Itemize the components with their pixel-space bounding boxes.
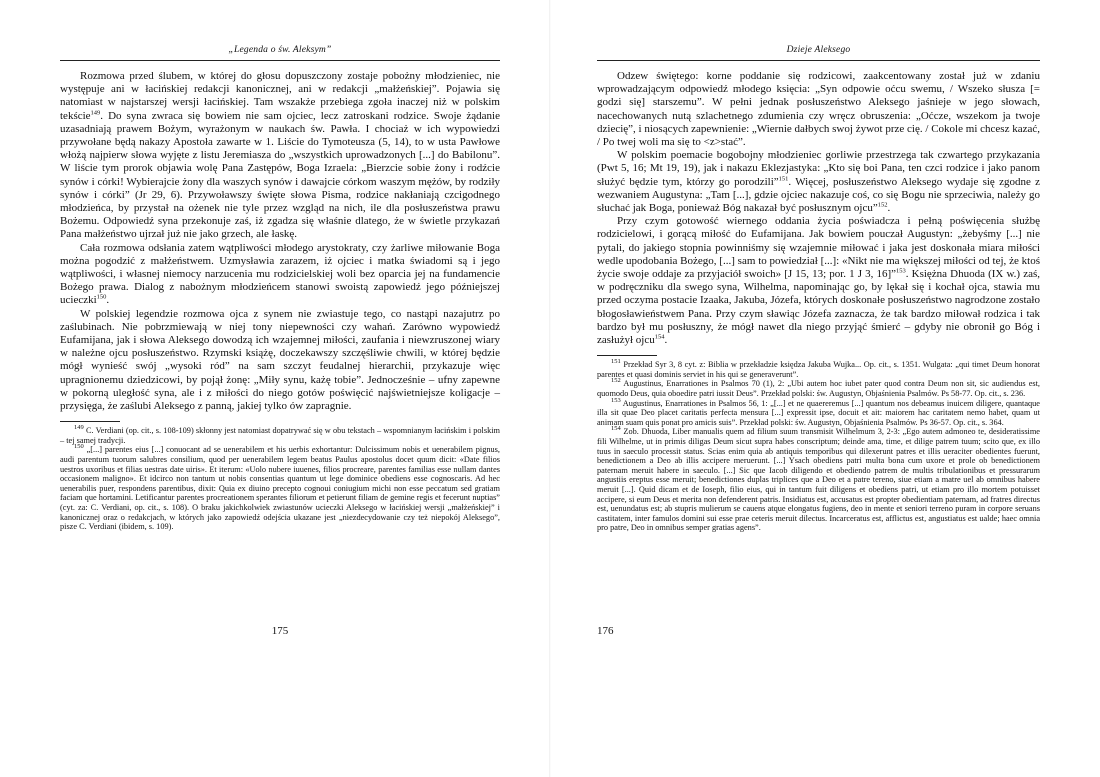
running-head: Dzieje Aleksego — [786, 45, 851, 55]
right-page — [597, 0, 1040, 777]
footnote — [597, 427, 1040, 533]
footnote-text: Przekład Syr 3, 8 cyt. z: Biblia w przekładzie księdza Jakuba Wujka... Op. cit., s. 1351. Wulgata: „qui timet Deum honorat parentes et quasi dominis serviet in his qui se generaverunt”. — [597, 360, 1040, 379]
footnote-text: Zob. Dhuoda, Liber manualis quem ad filium suum transmisit Wilhelmum 3, 2-3: „Ego autem admoneo te, desideratissime fili Wilhelme, ut in primis diligas Deum sicut supra habes conscriptum; deinde ama, time, et dilige patrem tuum; scito que, ex illo tuus in saeculo processit status. Scias enim quia ab antiquis temporibus qui dilexerunt patres et illis ueraciter obedientes fuerunt, benedictionem a Deo ab illis accipere meruerunt. [...] Ysach obediens patri multa bona cum uxore et prole ob benedictionem paternam meruit habere in saeculo. [...] Sic que Iacob diligendo et obediendo patrem de multis tribulationibus et pressurarum angustiis ereptus esse meruit; benedictiones duplas triplices que a Deo et a patre tereno, siue etiam a matre uel ab omnibus habere meruit [...]. Quid dicam et de Ioseph, filio eius, qui in tantum fuit diligens et obediens patri, ut etiam pro illo mortem potuisset accipere, si eum Deus et merita non defenderent patris. Insidiatus est, accusatus est propter obedientiam paternam, ad fratres directus est, uenundatus est; ab stupris mulierum se cauens atque elongatus fugiens, deo in mente et seniori terreno puram in corpore seruans castitatem, inter famulos domini sui esse prae ceteris meruit dilectus. Incarceratus est, afflictus est, angustiatus est ualde; haec omnia pro patre, Deo in omnibus semper gratias agens”. — [597, 427, 1040, 533]
paragraph: W polskim poemacie bogobojny młodzieniec gorliwie przestrzega tak czwartego przykazania (Pwt 5, 16; Mt 19, 19), jak i nakazu Eklezjastyka: „Kto się boi Pana, ten czci rodzice i jako panom służyć będzie tym, którzy go porodzili”$^{151}$. Więcej, posłuszeństwo Aleksego wydaje się zgodne z wezwaniem Augustyna: „Tam [...], gdzie ojciec nakazuje coś, co się Bogu nie sprzeciwia, należy go słuchać jak Boga, ponieważ Bóg nakazał być posłusznym ojcu”$^{152}$. — [597, 149, 1040, 215]
paragraph-text: . Do syna zwraca się bowiem nie sam ojciec, lecz zatroskani rodzice. Swoje żądanie uzasadniają prawem Bożym, wyrażonym w naukach św. Pawła. I chociaż w ich wypowiedzi przywołane będą nakazy Apostoła zawarte w 1. Liście do Tymoteusza (5, 14), to w usta Pawłowe włożą najpierw słowa wyjęte z listu Jeremiasza do „wszystkich uprowadzonych [...] do Babilonu”. W liście tym prorok objawia wolę Pana Zastępów, Boga Izraela: „Bierzcie sobie żony i rodźcie synów i córki! Wybierajcie żony dla waszych synów i dawajcie córkom waszym mężów, by rodziły synów i córki” (Jr 29, 6). Przywoławszy święte słowa Pisma, rodzice nakłaniają czcigodnego młodzieńca, by przystał na ożenek nie tyle przez wzgląd na nich, ile dla posłuszeństwa prawu Bożemu. Odpowiedź syna przekonuje zaś, iż zgadza się właśnie dlatego, że w świetle przykazań Pana małżeństwo ujrzał już nie jako grzech, ale łaskę. — [60, 109, 500, 241]
page-number: 175 — [271, 625, 289, 637]
header-rule — [597, 60, 1040, 61]
paragraph-text: W polskim poemacie bogobojny młodzieniec gorliwie przestrzega tak czwartego przykazania (Pwt 5, 16; Mt 19, 19), jak i nakazu Eklezjastyka: „Kto się boi Pana, ten czci rodzice i jako panom służyć będzie tym, którzy go porodzili” — [597, 149, 1040, 188]
paragraph-text: Przy czym gotowość wiernego oddania życia poświadcza i pełną poświęcenia służbę rodzicielowi, i gorącą miłość do Eufamijana. Jak bowiem pouczał Augustyn: „żebyśmy [...] nie pytali, do jakiego stopnia powinniśmy się wzajemnie miłować i jaka jest doskonała miara miłości wedle upodobania Bożego, [...] sam to powiedział [...]: «Nikt nie ma większej miłości od tej, że ktoś życie swoje oddaje za przyjaciół swoich» [J 15, 13; por. 1 J 3, 16]” — [597, 215, 1040, 281]
footnotes — [60, 426, 500, 532]
left-page — [60, 0, 500, 777]
footnote-number: 153 — [611, 396, 621, 404]
body-text — [60, 70, 500, 532]
paragraph: Cała rozmowa odsłania zatem wątpliwości młodego arystokraty, czy żarliwe miłowanie Boga można pogodzić z małżeństwem. Uzmysławia zarazem, iż ojciec i matka świadomi są i jego wątpliwości, i własnej niemocy narzucenia mu rodzicielskiej woli bez oparcia jej na fundamencie Bożego prawa. Dialog z nabożnym młodzieńcem stanowi swoistą zapowiedź jego późniejszej ucieczki$^{150}$. — [60, 241, 500, 307]
footnote-number: 154 — [611, 425, 621, 433]
footnote-ref[interactable]: 152 — [877, 201, 888, 209]
paragraph-text: . Więcej, posłuszeństwo Aleksego wydaje się zgodne z wezwaniem Augustyna: „Tam [...], gdzie ojciec nakazuje coś, co się Bogu nie sprzeciwia, należy go słuchać jak Boga, ponieważ Bóg nakazał być posłusznym ojcu” — [597, 175, 1040, 215]
header-rule — [60, 60, 500, 61]
footnote-number: 150 — [74, 443, 84, 451]
footnote-ref[interactable]: 151 — [778, 174, 789, 182]
footnote — [60, 426, 500, 445]
paragraph-text: Rozmowa przed ślubem, w której do głosu dopuszczony zostaje pobożny młodzieniec, nie występuje ani w łacińskiej redakcji kanonicznej, ani w redakcji „małżeńskiej”. Pojawia się natomiast w najstarszej wersji łacińskiej. Tam wszakże przebiega zgoła inaczej niż w polskim tekście — [60, 70, 500, 122]
footnote-ref[interactable]: 149 — [90, 108, 101, 116]
paragraph: Odzew świętego: korne poddanie się rodzicowi, zaakcentowany został już w zdaniu wprowadzającym odpowiedź młodego księcia: „Syn odpowie oćcu swemu, / Wszeko słusza [= godzi się] starszemu”. W pełni jednak posłuszeństwo Aleksego jaśnieje w jego słowach, nacechowanych nutą szlachetnego zdumienia czy wręcz obruszenia: „Oćcze, wszekom ja twoje dziecię”, i niosących zapewnienie: „Wiernie dałbych swoj żywot prze cię. / Cokole mi chcesz kazać, / Po twej woli ma się to <z>stać”. — [597, 70, 1040, 149]
footnote-number: 149 — [74, 424, 84, 432]
footnote-rule — [597, 355, 657, 356]
paragraph-text: . Księżna Dhuoda (IX w.) zaś, w podręczniku dla swego syna, Wilhelma, napominając go, by lękał się i kochał ojca, stawia mu przed oczyma postacie Izaaka, Jakuba, Józefa, których doskonałe posłuszeństwo nagrodzone zostało błogosławieństwem Pana. Przy czym sławiąc Józefa zaznacza, że tak bardzo miłował rodzica i tak bardzo był mu posłuszny, że mógł nawet dla niego przyjąć śmierć – gdyby nie obronił go Bóg i zasłużył ojcu — [597, 268, 1040, 347]
paragraph: Przy czym gotowość wiernego oddania życia poświadcza i pełną poświęcenia służbę rodzicielowi, i gorącą miłość do Eufamijana. Jak bowiem pouczał Augustyn: „żebyśmy [...] nie pytali, do jakiego stopnia powinniśmy się wzajemnie miłować i jaka jest doskonała miara miłości wedle upodobania Bożego, [...] sam to powiedział [...]: «Nikt nie ma większej miłości od tej, że ktoś życie swoje oddaje za przyjaciół swoich» [J 15, 13; por. 1 J 3, 16]”$^{153}$. Księżna Dhuoda (IX w.) zaś, w podręczniku dla swego syna, Wilhelma, napominając go, by lękał się i kochał ojca, stawia mu przed oczyma postacie Izaaka, Jakuba, Józefa, których doskonałe posłuszeństwo nagrodzone zostało błogosławieństwem Pana. Przy czym sławiąc Józefa zaznacza, że tak bardzo miłował rodzica i tak bardzo był mu posłuszny, że mógł nawet dla niego przyjąć śmierć – gdyby nie obronił go Bóg i zasłużył ojcu$^{154}$. — [597, 215, 1040, 347]
body-text — [597, 70, 1040, 533]
paragraph: W polskiej legendzie rozmowa ojca z synem nie zwiastuje tego, co nastąpi nazajutrz po zaślubinach. Nie pobrzmiewają w niej tony niepewności czy wahań. Zarówno wypowiedź Eufamijana, jak i słowa Aleksego dowodzą ich wzajemnej miłości, zaufania i niewzruszonej wiary w należne ojcu posłuszeństwo. Rzymski książę, doczekawszy szczęśliwie chwili, w której będzie mógł wynieść swój „wysoki ród” na sam szczyt feudalnej hierarchii, przykazuje więc upragnionemu dziedzicowi, by pojął żonę: „Miły synu, każę tobie”. Jednocześnie – ufny zapewne w pokorną uległość syna, ale i z miłości do niego gotów poświęcić najświetniejsze koligacje – przysięga, że zaślubi Aleksego z panną, jakiej tylko ów zapragnie. — [60, 307, 500, 413]
footnote-text: „[...] parentes eius [...] conuocant ad se uenerabilem et his uerbis exhortantur: Dulcissimum nobis et uenerabilem pignus, audi parentum tuorum salubres consilium, quod per uenerabilem legem beatus Paulus apostolus docet quum dicit: «Date filios uestros uxoribus et filias uestras date uiris». Et iterum: «Uolo nubere iuuenes, filios procreare, parentes familias esse nullam dantes occasionem maligno». Et idcirco non tantum ut nobis consentias quantum ut lege dominice obediens esse cognoscaris. Ad hec uenerabilis puer, respondens parentibus, dixit: Quia ex diuino precepto cognoui coniugium michi non esse peccatum sed gratiam faciam que hortamini. Letificantur parentes procreationem sperantes filiorum et petierunt filiam de gemine regis et fecerunt nuptias” (cyt. za: C. Verdiani, op. cit., s. 108). O braku jakichkolwiek zwiastunów ucieczki Aleksego w łacińskiej wersji „małżeńskiej” i kanonicznej oraz o redakcjach, w których jako zapowiedź odejścia ukazane jest „niezdecydowanie czy też niepokój Aleksego”, pisze C. Verdiani (ibidem, s. 109). — [60, 445, 500, 532]
footnote-text: Augustinus, Enarrationes in Psalmos 56, 1: „[...] et ne quaereremus [...] quantum nos debeamus inuicem diligere, quantaque illa sit quae Deo placet caritatis perfecta mensura [...] expressit ipse, docuit et ait: maiorem hac caritatem nemo habet, quam ut animam suam quis ponat pro amicis suis”. Przekład polski: św. Augustyn, Objaśnienia Psalmów. Ps 36-57. Op. cit., s. 364. — [597, 398, 1040, 427]
footnotes — [597, 360, 1040, 533]
paragraph — [60, 70, 500, 242]
footnote-number: 151 — [611, 358, 621, 366]
footnote-ref[interactable]: 150 — [96, 293, 107, 301]
book-gutter — [549, 0, 551, 777]
footnote — [597, 360, 1040, 379]
footnote-rule — [60, 421, 120, 422]
footnote-ref[interactable]: 153 — [896, 267, 906, 275]
footnote-ref[interactable]: 154 — [654, 333, 665, 341]
page-number: 176 — [597, 625, 614, 637]
footnote — [597, 379, 1040, 398]
footnote — [597, 396, 1040, 428]
footnote — [60, 445, 500, 531]
footnote-text: C. Verdiani (op. cit., s. 108-109) skłonny jest natomiast dopatrywać się w obu tekstach – wspomnianym łacińskim i polskim – tej samej tradycji. — [60, 426, 500, 445]
footnote-text: Augustinus, Enarrationes in Psalmos 70 (1), 2: „Ubi autem hoc iubet pater quod contra Deum non sit, sic audiendus est, quomodo Deus, quia oboedire patri iussit Deus”. Przekład polski: św. Augustyn, Objaśnienia Psalmów. Ps 58-77. Op. cit., s. 236. — [597, 379, 1040, 399]
footnote-number: 152 — [611, 377, 621, 385]
running-head: „Legenda o św. Aleksym” — [228, 45, 332, 55]
paragraph-text: Cała rozmowa odsłania zatem wątpliwości młodego arystokraty, czy żarliwe miłowanie Boga można pogodzić z małżeństwem. Uzmysławia zarazem, iż ojciec i matka świadomi są i jego wątpliwości, i własnej niemocy narzucenia mu rodzicielskiej woli bez oparcia jej na fundamencie Bożego prawa. Dialog z nabożnym młodzieńcem stanowi swoistą zapowiedź jego późniejszej ucieczki — [60, 241, 500, 307]
